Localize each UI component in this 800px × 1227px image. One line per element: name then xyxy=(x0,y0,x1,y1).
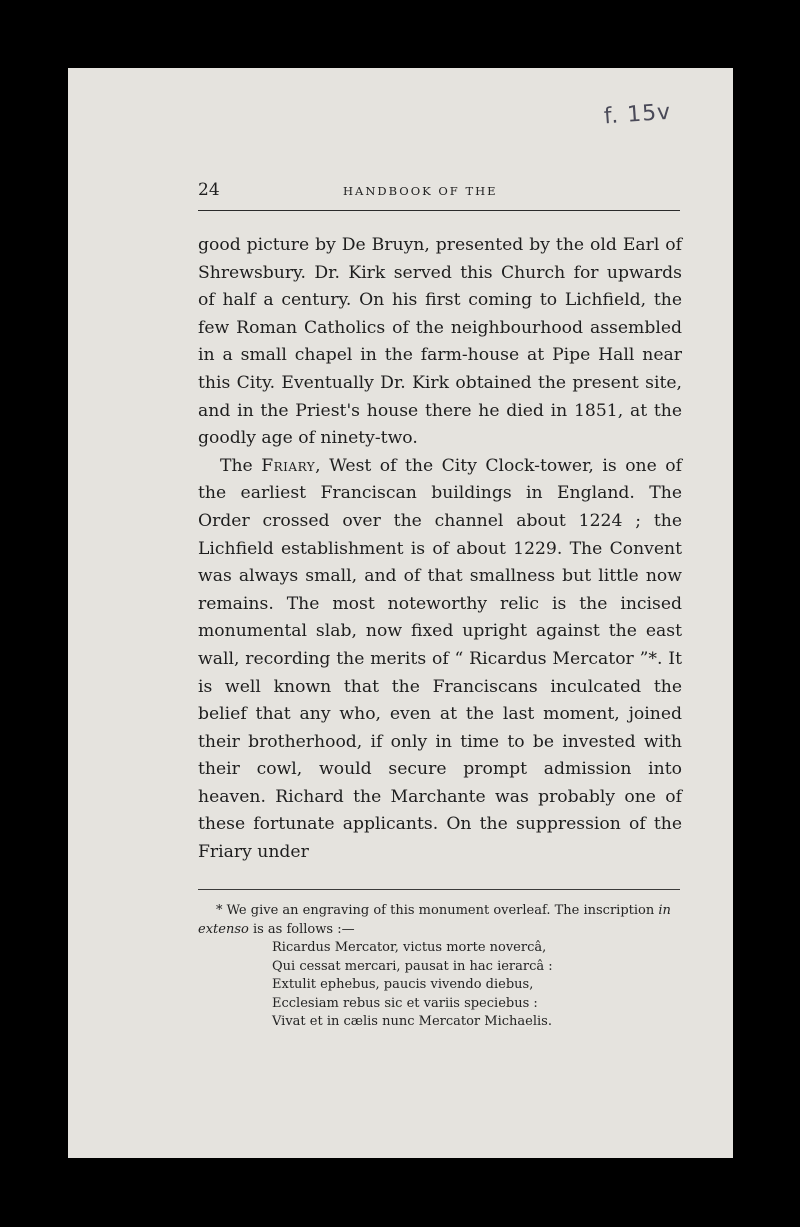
header-rule xyxy=(198,210,680,211)
inscription-line: Vivat et in cælis nunc Mercator Michaelis. xyxy=(272,1014,552,1029)
footnote-text-before: * We give an engraving of this monument overleaf. The inscription xyxy=(216,903,659,918)
inscription-line: Extulit ephebus, paucis vivendo diebus, xyxy=(272,977,534,992)
footnote-text xyxy=(198,902,682,939)
inscription-line: Ecclesiam rebus sic et variis speciebus : xyxy=(272,995,538,1011)
page-number: 24 xyxy=(198,180,220,200)
footnote-text-after: is as follows :— xyxy=(248,921,355,937)
page-header xyxy=(198,180,680,206)
footnote xyxy=(198,902,682,1032)
paragraph-1: good picture by De Bruyn, presented by the old Earl of Shrewsbury. Dr. Kirk served this Church for upwards of half a century. On his first coming to Lichfield, the few Roman Catholics of the neighbourhood assembled in a small chapel in the farm-house at Pipe Hall near this City. Eventually Dr. Kirk obtained the present site, and in the Priest's house there he died in 1851, at the goodly age of ninety-two. xyxy=(198,235,682,449)
footnote-rule xyxy=(198,889,680,890)
inscription xyxy=(272,939,682,1032)
inscription-line: Ricardus Mercator, victus morte novercâ, xyxy=(272,940,547,955)
inscription-line: Qui cessat mercari, pausat in hac ierarcâ : xyxy=(272,958,553,974)
paragraph-2-rest: , West of the City Clock-tower, is one of the earliest Franciscan buildings in England. The Order crossed over the channel about 1224 ; the Lichfield establishment is of about 1229. The Convent was always small, and of that smallness but little now remains. The most noteworthy relic is the incised monumental slab, now fixed upright against the east wall, recording the merits of “ Ricardus Mercator ”*. It is well known that the Franciscans inculcated the belief that any who, even at the last moment, joined their brotherhood, if only in time to be invested with their cowl, would secure prompt admission into heaven. Richard the Marchante was probably one of these fortunate applicants. On the suppression of the Friary under xyxy=(198,455,682,863)
footnote-italic: in extenso xyxy=(198,903,671,937)
friary-smallcaps: Friary xyxy=(261,455,316,476)
paragraph-2-lead: The xyxy=(220,455,262,476)
folio-mark: f. 15v xyxy=(603,99,672,130)
paragraph-2 xyxy=(198,453,682,867)
body-text xyxy=(198,232,682,867)
running-head: HANDBOOK OF THE xyxy=(343,184,498,198)
